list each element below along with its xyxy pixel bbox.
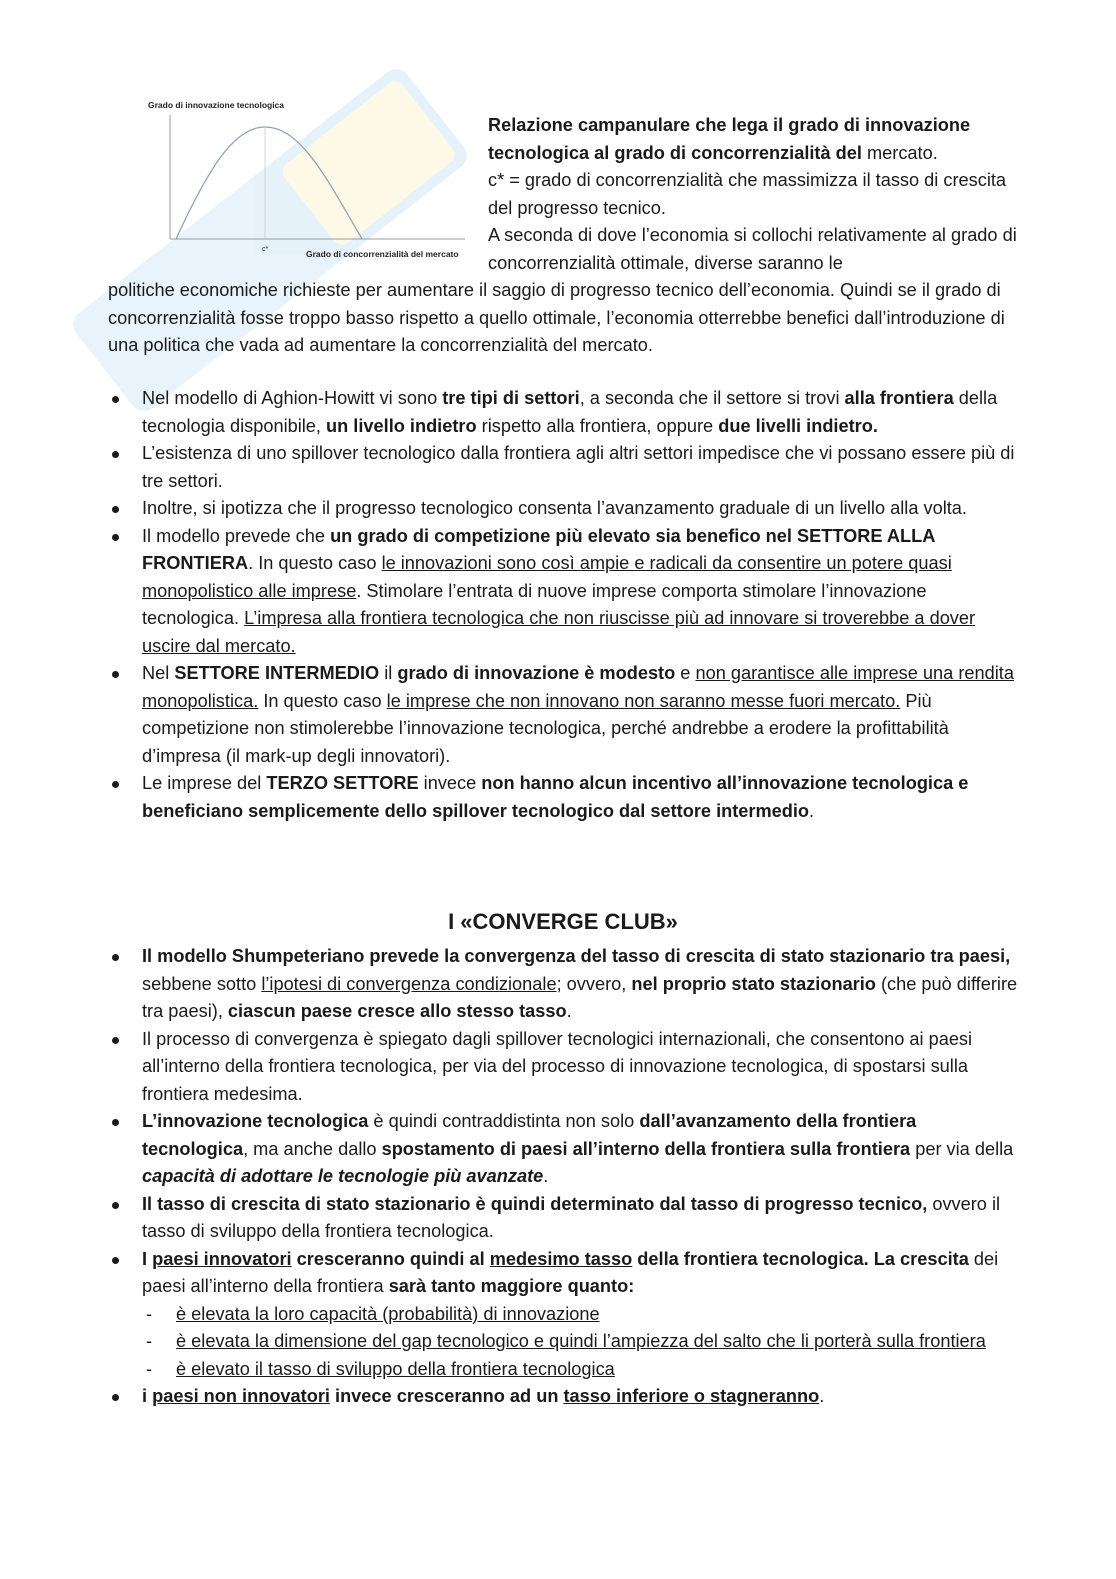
- list-item-text: medesimo tasso: [489, 1248, 633, 1269]
- list-item-text: , ma anche dallo: [243, 1138, 382, 1159]
- list-item-text: non garantisce alle imprese una rendita monopolistica.: [142, 663, 1014, 711]
- sub-list-item-text: è elevata la loro capacità (probabilità) di innovazione: [176, 1303, 600, 1324]
- figure-c-star-label: c*: [262, 246, 269, 253]
- list-item-text: il: [379, 663, 398, 683]
- list-item-text: e: [675, 663, 696, 683]
- list-item: [108, 1191, 1020, 1246]
- converge-club-bullet-list: [108, 943, 1020, 1411]
- list-item-text: (che può differire tra paesi),: [142, 973, 1018, 1021]
- list-item-text: dall’avanzamento della frontiera tecnologica: [142, 1111, 917, 1159]
- sub-list: [142, 1301, 1020, 1384]
- list-item-text: due livelli indietro.: [718, 415, 878, 436]
- list-item-text: SETTORE INTERMEDIO: [174, 663, 380, 683]
- list-item-text: ; ovvero,: [556, 973, 632, 994]
- list-item: [108, 385, 1020, 440]
- list-item: [108, 495, 1020, 523]
- list-item-text: dei paesi all’interno della frontiera: [142, 1248, 999, 1296]
- sub-list-item-text: è elevata la dimensione del gap tecnologico e quindi l’ampiezza del salto che li porterà sulla frontiera: [176, 1331, 986, 1351]
- intro-text-full: politiche economiche richieste per aumentare il saggio di progresso tecnico dell’economia. Quindi se il grado di concorrenzialità fosse troppo basso rispetto a quello ottimale, l’economia otterrebbe benefici dall’introduzione di una politica che vada ad aumentare la concorrenzialità del mercato.: [108, 280, 1005, 355]
- sector-bullet-list: [108, 385, 1020, 825]
- list-item-text: .: [543, 1166, 549, 1186]
- list-item-text: Le imprese del: [142, 773, 267, 793]
- list-item-text: paesi non innovatori: [152, 1386, 330, 1406]
- list-item-text: un grado di competizione più elevato sia benefico nel SETTORE ALLA FRONTIERA: [142, 525, 935, 573]
- list-item: [108, 943, 1020, 1026]
- list-item-text: capacità di adottare le tecnologie più avanzate: [142, 1166, 544, 1186]
- list-item-text: . Stimolare l’entrata di nuove imprese comporta stimolare l’innovazione tecnologica.: [142, 580, 927, 628]
- intro-line-3a: A seconda di dove l’economia si collochi relativamente al grado di concorrenzialità ottimale, diverse saranno le: [488, 225, 1017, 273]
- list-item: [108, 523, 1020, 661]
- list-item-text: Il tasso di crescita di stato stazionario è quindi determinato dal tasso di progresso tecnico,: [142, 1193, 928, 1214]
- list-item-text: invece cresceranno ad un: [329, 1386, 564, 1406]
- list-item-text: L’esistenza di uno spillover tecnologico dalla frontiera agli altri settori impedisce che vi possano essere più di tre settori.: [142, 443, 1015, 491]
- list-item-text: spostamento di paesi all’interno della frontiera sulla frontiera: [381, 1138, 911, 1159]
- list-item-text: Nel modello di Aghion-Howitt vi sono: [142, 388, 443, 408]
- list-item-text: paesi innovatori: [152, 1248, 292, 1269]
- list-item: [108, 1383, 1020, 1411]
- list-item: [108, 440, 1020, 495]
- list-item-text: .: [819, 1386, 825, 1406]
- list-item-text: le innovazioni sono così ampie e radicali da consentire un potere quasi monopolistico alle imprese: [142, 553, 952, 601]
- list-item-text: Il modello Shumpeteriano prevede la convergenza del tasso di crescita di stato stazionario tra paesi,: [142, 946, 1011, 966]
- intro-line-1: [488, 112, 1028, 167]
- list-item-text: tasso inferiore o stagneranno: [563, 1386, 820, 1406]
- list-item-text: per via della: [910, 1138, 1014, 1159]
- list-item-text: Inoltre, si ipotizza che il progresso tecnologico consenta l’avanzamento graduale di un livello alla volta.: [142, 498, 967, 518]
- list-item-text: Il processo di convergenza è spiegato dagli spillover tecnologici internazionali, che consentono ai paesi all’interno della frontiera tecnologica, per via del processo di innovazione tecnologica, di spostarsi sulla frontiera medesima.: [142, 1028, 973, 1104]
- list-item-text: non hanno alcun incentivo all’innovazione tecnologica e beneficiano semplicemente dello spillover tecnologico dal settore intermedio: [142, 773, 969, 821]
- list-item: [108, 1108, 1020, 1191]
- list-item-text: le imprese che non innovano non saranno messe fuori mercato.: [386, 690, 901, 711]
- list-item-text: alla frontiera: [844, 388, 954, 408]
- list-item-text: rispetto alla frontiera, oppure: [476, 415, 719, 436]
- list-item-text: l’ipotesi di convergenza condizionale: [261, 973, 557, 994]
- list-item-text: è quindi contraddistinta non solo: [368, 1111, 640, 1131]
- list-item-text: nel proprio stato stazionario: [631, 973, 876, 994]
- list-item: [108, 1246, 1020, 1384]
- figure-y-label: Grado di innovazione tecnologica: [148, 100, 285, 110]
- list-item: [108, 660, 1020, 770]
- sub-list-item-text: è elevato il tasso di sviluppo della frontiera tecnologica: [176, 1358, 615, 1379]
- intro-bold-title: Relazione campanulare che lega il grado di innovazione tecnologica al grado di concorrenzialità del: [488, 115, 971, 163]
- list-item-text: .: [809, 800, 815, 821]
- figure-x-label: Grado di concorrenzialità del mercato: [306, 249, 459, 259]
- intro-title-end: mercato.: [861, 142, 938, 163]
- list-item-text: della frontiera tecnologica. La crescita: [632, 1248, 969, 1269]
- list-item-text: cresceranno quindi al: [291, 1248, 490, 1269]
- list-item-text: ciascun paese cresce allo stesso tasso: [227, 1001, 567, 1021]
- list-item-text: invece: [418, 773, 482, 793]
- list-item-text: Nel: [142, 663, 175, 683]
- sub-list-item: [142, 1356, 1020, 1384]
- figure-bell-curve: [176, 127, 362, 239]
- list-item-text: sebbene sotto: [142, 973, 262, 994]
- intro-text-right: [488, 112, 1028, 277]
- list-item-text: sarà tanto maggiore quanto:: [388, 1276, 635, 1296]
- section-heading: I «CONVERGE CLUB»: [448, 909, 678, 934]
- list-item-text: L’innovazione tecnologica: [142, 1111, 369, 1131]
- intro-line-2: c* = grado di concorrenzialità che massimizza il tasso di crescita del progresso tecnico.: [488, 170, 1007, 218]
- sub-list-item: [142, 1301, 1020, 1329]
- list-item: [108, 1026, 1020, 1109]
- list-item-text: , a seconda che il settore si trovi: [579, 388, 845, 408]
- list-item-text: grado di innovazione è modesto: [397, 663, 676, 683]
- list-item-text: della tecnologia disponibile,: [142, 388, 998, 436]
- list-item-text: ovvero il tasso di sviluppo della frontiera tecnologica.: [142, 1193, 1001, 1241]
- list-item-text: In questo caso: [258, 690, 387, 711]
- list-item-text: i: [142, 1386, 153, 1406]
- list-item-text: I: [142, 1248, 153, 1269]
- list-item-text: tre tipi di settori: [442, 388, 580, 408]
- bell-curve-figure: [140, 95, 480, 270]
- list-item: [108, 770, 1020, 825]
- list-item-text: .: [566, 1001, 572, 1021]
- list-item-text: . In questo caso: [248, 553, 382, 573]
- list-item-text: Il modello prevede che: [142, 525, 331, 546]
- list-item-text: Più competizione non stimolerebbe l’innovazione tecnologica, perché andrebbe a erodere la profittabilità d’impresa (il mark-up degli innovatori).: [142, 690, 949, 766]
- list-item-text: L’impresa alla frontiera tecnologica che non riuscisse più ad innovare si troverebbe a dover uscire dal mercato.: [142, 608, 976, 656]
- list-item-text: un livello indietro: [326, 415, 477, 436]
- sub-list-item: [142, 1328, 1020, 1356]
- list-item-text: TERZO SETTORE: [266, 773, 419, 793]
